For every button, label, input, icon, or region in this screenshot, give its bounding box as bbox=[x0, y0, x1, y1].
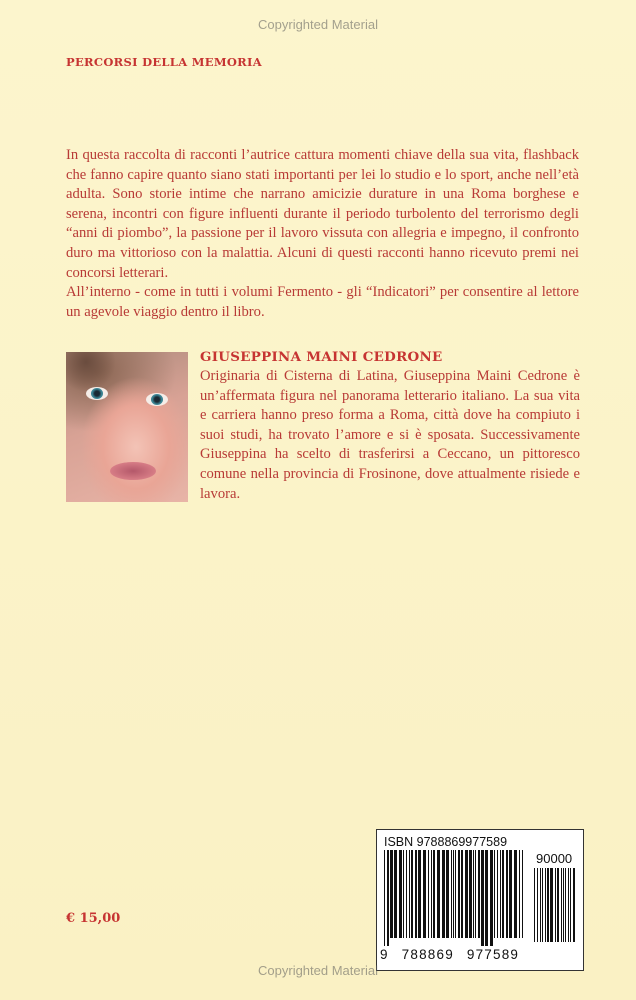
barcode-bar bbox=[387, 850, 389, 946]
barcode-bar bbox=[485, 850, 488, 946]
series-title: PERCORSI DELLA MEMORIA bbox=[66, 55, 262, 69]
price-label: € 15,00 bbox=[66, 911, 121, 926]
barcode-bar bbox=[394, 850, 397, 938]
barcode-bar bbox=[542, 868, 543, 942]
barcode-bar bbox=[490, 850, 493, 946]
barcode-bar bbox=[565, 868, 566, 942]
barcode-bar bbox=[500, 850, 501, 938]
copyright-watermark-bottom: Copyrighted Material bbox=[258, 963, 378, 978]
barcode-bar bbox=[563, 868, 564, 942]
blurb-paragraph: In questa raccolta di racconti l’autrice cattura momenti chiave della sua vita, flashback che fanno capire quanto siano stati importanti per lei lo studio e lo sport, anche nell’età adulta. Sono storie intime che narrano amicizie durature in una Roma borghese e serena, incontri con figure influenti durante il periodo turbolento del terrorismo degli “anni di piombo”, la passione per il lavoro vissuta con allegria e impegno, il confronto duro ma vittorioso con la malattia. Alcuni di questi racconti hanno ricevuto premi nei concorsi letterari. bbox=[66, 147, 579, 281]
barcode-bar bbox=[506, 850, 508, 938]
author-bio: Originaria di Cisterna di Latina, Giuseppina Maini Cedrone è un’affermata figura nel panorama letterario italiano. La sua vita e carriera hanno preso forma a Roma, città dove ha compiuto i suoi studi, ha trovato l’amore e si è sposata. Successivamente Giuseppina ha scelto di trasferirsi a Ceccano, un pittoresco comune nella provincia di Frosinone, dove attualmente risiede e lavora. bbox=[200, 368, 580, 502]
barcode-bar bbox=[415, 850, 417, 938]
barcode-price-code: 90000 bbox=[536, 851, 573, 866]
barcode-bar bbox=[409, 850, 410, 938]
isbn-label: ISBN 9788869977589 bbox=[384, 835, 508, 849]
barcode-bar bbox=[494, 850, 495, 938]
isbn-digits: 9 788869 977589 bbox=[380, 947, 520, 962]
photo-lips-shape bbox=[110, 462, 156, 480]
barcode-bar bbox=[481, 850, 484, 946]
barcode-bar bbox=[458, 850, 460, 938]
barcode-bar bbox=[550, 868, 553, 942]
barcode-bar bbox=[437, 850, 440, 938]
barcode-bar bbox=[522, 850, 523, 938]
barcode-bar bbox=[461, 850, 463, 938]
barcode-bar bbox=[465, 850, 468, 938]
barcode-bar bbox=[502, 850, 504, 938]
barcode-bar bbox=[473, 850, 474, 938]
barcode-bar bbox=[411, 850, 413, 938]
barcode-bar bbox=[573, 868, 575, 942]
barcode-bar bbox=[384, 850, 385, 946]
barcode-bar bbox=[433, 850, 435, 938]
barcode-bar bbox=[446, 850, 449, 938]
photo-eye-shape bbox=[146, 393, 168, 406]
barcode-bar bbox=[442, 850, 445, 938]
photo-hair-shape bbox=[66, 352, 116, 392]
barcode-bar bbox=[418, 850, 421, 938]
barcode-bar bbox=[428, 850, 429, 938]
barcode-bar bbox=[475, 850, 476, 938]
barcode-bar bbox=[555, 868, 556, 942]
barcode-bar bbox=[514, 850, 517, 938]
barcode-bar bbox=[570, 868, 571, 942]
barcode-bar bbox=[399, 850, 402, 938]
barcode-bar bbox=[403, 850, 404, 938]
photo-eye-shape bbox=[86, 387, 108, 400]
price-addon-barcode bbox=[534, 868, 578, 950]
barcode-bar bbox=[431, 850, 432, 938]
barcode-bar bbox=[534, 868, 535, 942]
barcode-bar bbox=[557, 868, 559, 942]
barcode-bar bbox=[390, 850, 393, 938]
isbn-barcode bbox=[384, 850, 526, 946]
barcode-bar bbox=[469, 850, 472, 938]
copyright-watermark-top: Copyrighted Material bbox=[258, 17, 378, 32]
barcode-bar bbox=[497, 850, 498, 938]
barcode-bar bbox=[423, 850, 426, 938]
author-name: GIUSEPPINA MAINI CEDRONE bbox=[200, 349, 443, 365]
barcode-bar bbox=[537, 868, 538, 942]
barcode-bar bbox=[455, 850, 456, 938]
barcode-bar bbox=[509, 850, 512, 938]
barcode-bar bbox=[453, 850, 454, 938]
barcode-bar bbox=[545, 868, 546, 942]
barcode-bar bbox=[478, 850, 480, 938]
barcode-bar bbox=[540, 868, 541, 942]
barcode-bar bbox=[451, 850, 452, 938]
barcode-bar bbox=[561, 868, 562, 942]
author-photo bbox=[66, 352, 188, 502]
blurb-paragraph: All’interno - come in tutti i volumi Fermento - gli “Indicatori” per consentire al lettore un agevole viaggio dentro il libro. bbox=[66, 284, 579, 320]
barcode-bar bbox=[547, 868, 549, 942]
book-blurb bbox=[66, 146, 579, 322]
barcode-bar bbox=[406, 850, 407, 938]
barcode-bar bbox=[519, 850, 520, 938]
barcode-bar bbox=[568, 868, 569, 942]
